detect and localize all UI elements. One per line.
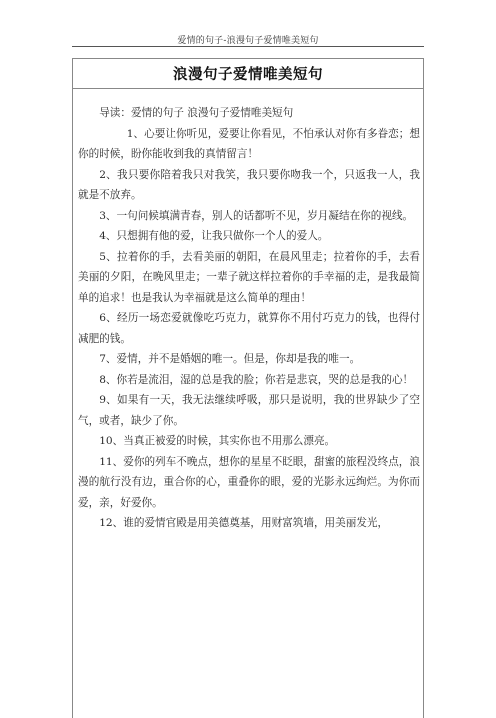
document-title: 浪漫句子爱情唯美短句	[173, 66, 323, 83]
paragraph: 2、我只要你陪着我只对我笑，我只要你吻我一个，只返我一人，我就是不放弃。	[78, 168, 420, 201]
paragraph: 6、经历一场恋爱就像吃巧克力，就算你不用付巧克力的钱，也得付减肥的钱。	[78, 312, 420, 345]
paragraph: 7、爱情，并不是婚姻的唯一。但是，你却是我的唯一。	[99, 353, 361, 365]
paragraph: 3、一句问候填满青春，别人的话都听不见，岁月凝结在你的视线。	[99, 209, 414, 222]
lead-paragraph: 导读：爱情的句子 浪漫句子爱情唯美短句	[99, 107, 294, 119]
document-body	[78, 103, 420, 534]
paragraph: 12、谁的爱情官殿是用美德奠基，用财富筑墙，用美丽发光，	[99, 517, 389, 529]
paragraph: 5、拉着你的手，去看美丽的朝阳，在晨风里走；拉着你的手，去看美丽的夕阳，在晚风里走；一辈子就这样拉着你的手幸福的走，是我最简单的追求！也是我认为幸福就是这么简单的理由！	[78, 250, 420, 304]
paragraph: 9、如果有一天，我无法继续呼吸，那只是说明，我的世界缺少了空气，或者，缺少了你。	[78, 394, 420, 427]
paragraph: 1、心要让你听见，爱要让你看见，不怕承认对你有多眷恋；想你的时候，盼你能收到我的真情留言！	[78, 127, 420, 160]
header-divider	[72, 46, 424, 47]
paragraph: 11、爱你的列车不晚点，想你的星星不眨眼，甜蜜的旅程没终点，浪漫的航行没有边，重合你的心，重叠你的眼，爱的光影永远绚烂。为你而爱，亲，好爱你。	[78, 455, 420, 509]
running-header: 爱情的句子-浪漫句子爱情唯美短句	[177, 36, 319, 46]
paragraph: 4、只想拥有他的爱，让我只做你一个人的爱人。	[99, 230, 329, 242]
paragraph: 8、你若是流泪，湿的总是我的脸；你若是悲哀，哭的总是我的心！	[99, 373, 414, 386]
paragraph: 10、当真正被爱的时候，其实你也不用那么漂亮。	[99, 435, 336, 447]
title-row	[72, 58, 424, 89]
